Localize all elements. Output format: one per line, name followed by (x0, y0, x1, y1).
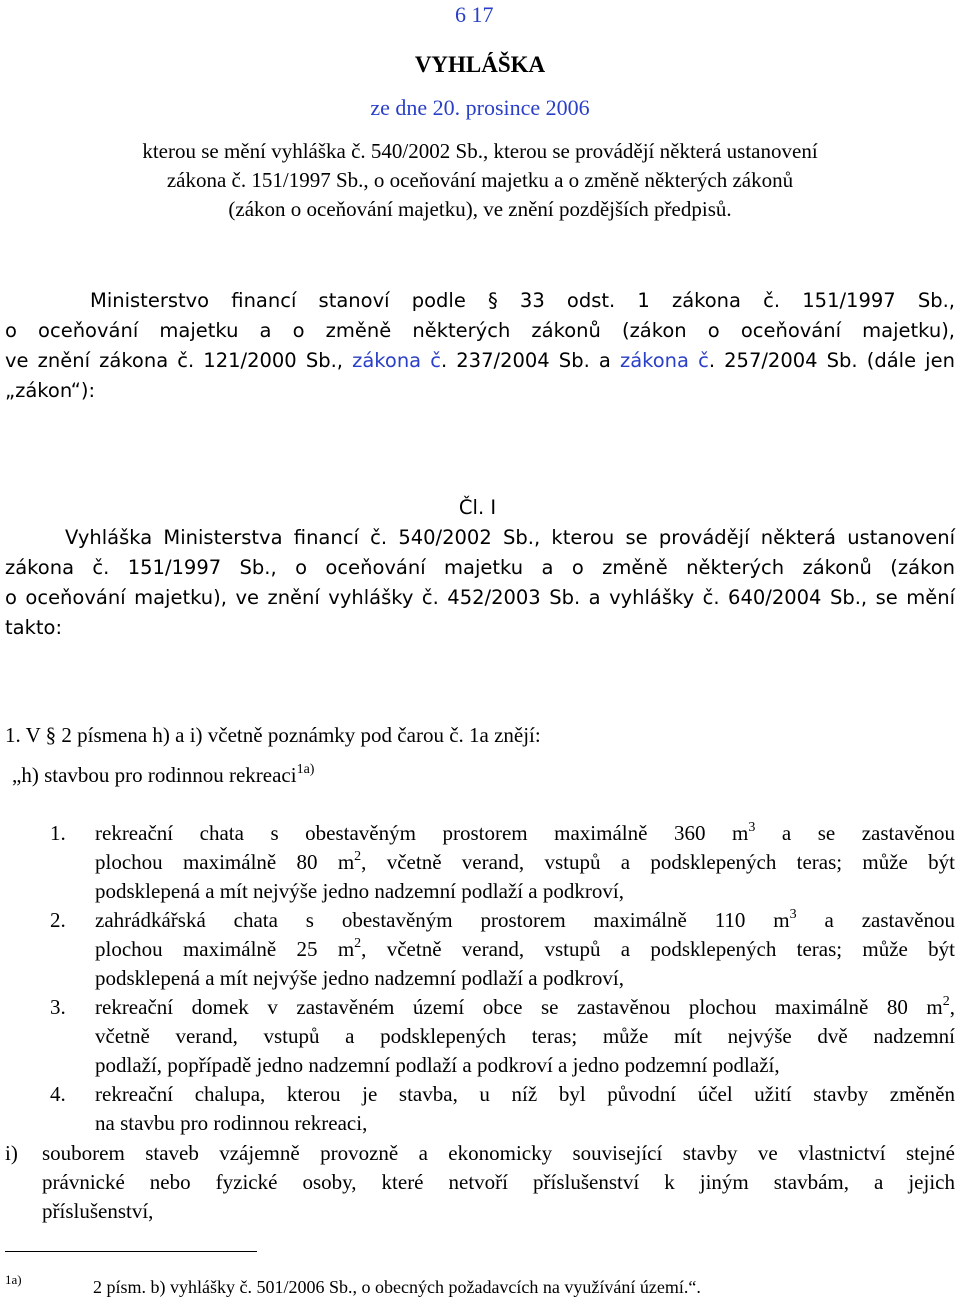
subtitle-line: kterou se mění vyhláška č. 540/2002 Sb., kterou se provádějí některá ustanovení (142, 139, 818, 163)
subitem-list (0, 819, 960, 1138)
preamble-line: o oceňování majetku a o změně některých zákonů (zákon o oceňování majetku), (5, 319, 955, 342)
law-link[interactable]: zákona č (619, 349, 709, 372)
footnote-divider (5, 1251, 257, 1252)
article-line: takto: (5, 616, 63, 639)
footnote-mark: 1a) (5, 1272, 22, 1287)
article (5, 493, 955, 643)
article-line: o oceňování majetku), ve znění vyhlášky č. 452/2003 Sb. a vyhlášky č. 640/2004 Sb., se mění (5, 586, 955, 609)
footnote-ref: 1a) (296, 762, 315, 777)
item-i: souborem staveb vzájemně provozně a ekonomicky související stavby ve vlastnictví stejné právnické nebo fyzické osoby, které netvoří příslušenství k jiným stavbám, a jejich příslušenství, (42, 1141, 955, 1223)
list-item: 4. rekreační chalupa, kterou je stavba, u níž byl původní účel užití stavby změněn na stavbu pro rodinnou rekreaci, (50, 1082, 955, 1135)
item-h: „h) stavbou pro rodinnou rekreaci$^{1a)}$ (12, 762, 315, 787)
article-heading: Čl. I (458, 496, 497, 519)
document-title: VYHLÁŠKA (414, 52, 546, 77)
page-number: 6 17 (455, 2, 494, 27)
document-subtitle (0, 137, 960, 224)
document-date: ze dne 20. prosince 2006 (370, 95, 590, 120)
preamble (5, 286, 955, 406)
preamble-line: ve znění zákona č. 121/2000 Sb., zákona č. 237/2004 Sb. a zákona č. 257/2004 Sb. (dále jen (5, 349, 955, 372)
list-item: 2. zahrádkářská chata s obestavěným prostorem maximálně 110 $m^3$ a zastavěnou plochou maximálně 25 $m^2$, včetně verand, vstupů a podsklepených teras; může být podsklepená a mít nejvýše jedno nadzemní podlaží a podkroví, (50, 907, 956, 990)
preamble-line: „zákon“): (5, 379, 96, 402)
subtitle-line: zákona č. 151/1997 Sb., o oceňování majetku a o změně některých zákonů (166, 168, 794, 192)
preamble-line: Ministerstvo financí stanoví podle § 33 odst. 1 zákona č. 151/1997 Sb., (90, 289, 955, 312)
item-i-label: i) (5, 1141, 18, 1165)
point-1: 1. V § 2 písmena h) a i) včetně poznámky pod čarou č. 1a znějí: (5, 723, 541, 747)
subtitle-line: (zákon o oceňování majetku), ve znění pozdějších předpisů. (228, 197, 732, 221)
law-link[interactable]: zákona č (352, 349, 441, 372)
list-item: 1. rekreační chata s obestavěným prostorem maximálně 360 $m^3$ a se zastavěnou plochou maximálně 80 $m^2$, včetně verand, vstupů a podsklepených teras; může být podsklepená a mít nejvýše jedno nadzemní podlaží a podkroví, (50, 820, 956, 903)
article-line: zákona č. 151/1997 Sb., o oceňování majetku a o změně některých zákonů (zákon (5, 556, 955, 579)
list-item: 3. rekreační domek v zastavěném území obce se zastavěnou plochou maximálně 80 $m^2$, včetně verand, vstupů a podsklepených teras; může mít nejvýše dvě nadzemní podlaží, popřípadě jedno nadzemní podlaží a podkroví a jedno podzemní podlaží, (50, 994, 955, 1077)
article-line: Vyhláška Ministerstva financí č. 540/2002 Sb., kterou se provádějí některá ustanovení (65, 526, 955, 549)
footnote-text: 2 písm. b) vyhlášky č. 501/2006 Sb., o obecných požadavcích na využívání území.“. (93, 1277, 701, 1297)
